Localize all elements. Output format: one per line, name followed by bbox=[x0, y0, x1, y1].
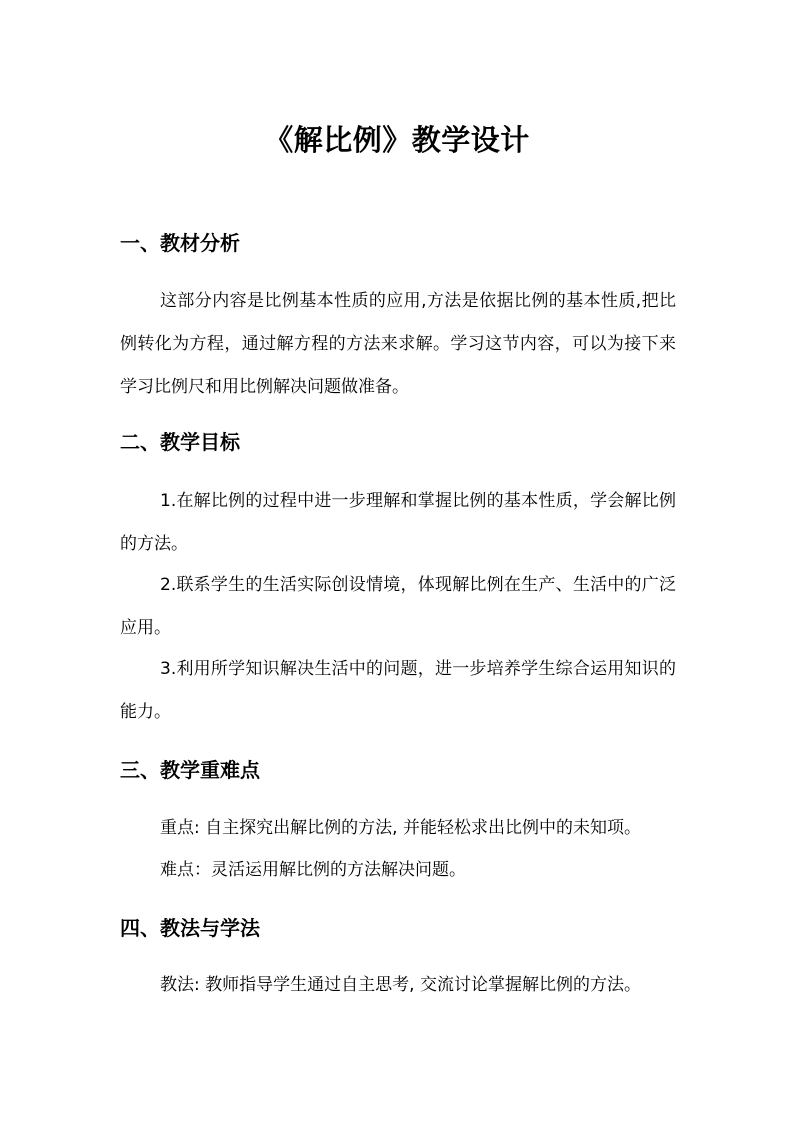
section-heading-teaching-objectives: 二、教学目标 bbox=[120, 430, 240, 454]
section-heading-textbook-analysis: 一、教材分析 bbox=[120, 231, 240, 255]
teaching-method-line: 教法: 教师指导学生通过自主思考, 交流讨论掌握解比例的方法。 bbox=[160, 975, 641, 995]
difficult-point-line: 难点：灵活运用解比例的方法解决问题。 bbox=[160, 860, 466, 880]
paragraph-objective-1: 1.在解比例的过程中进一步理解和掌握比例的基本性质，学会解比例的方法。 bbox=[120, 491, 676, 554]
paragraph-objective-3: 3.利用所学知识解决生活中的问题，进一步培养学生综合运用知识的能力。 bbox=[120, 659, 676, 722]
document-title: 《解比例》教学设计 bbox=[264, 123, 530, 157]
section-heading-key-difficult-points: 三、教学重难点 bbox=[120, 758, 260, 782]
paragraph-textbook-analysis: 这部分内容是比例基本性质的应用,方法是依据比例的基本性质,把比例转化为方程，通过解方程的方法来求解。学习这节内容，可以为接下来学习比例尺和用比例解决问题做准备。 bbox=[120, 291, 676, 397]
section-heading-teaching-learning-methods: 四、教法与学法 bbox=[120, 916, 260, 940]
key-point-line: 重点: 自主探究出解比例的方法, 并能轻松求出比例中的未知项。 bbox=[160, 818, 641, 838]
paragraph-objective-2: 2.联系学生的生活实际创设情境，体现解比例在生产、生活中的广泛应用。 bbox=[120, 575, 676, 638]
